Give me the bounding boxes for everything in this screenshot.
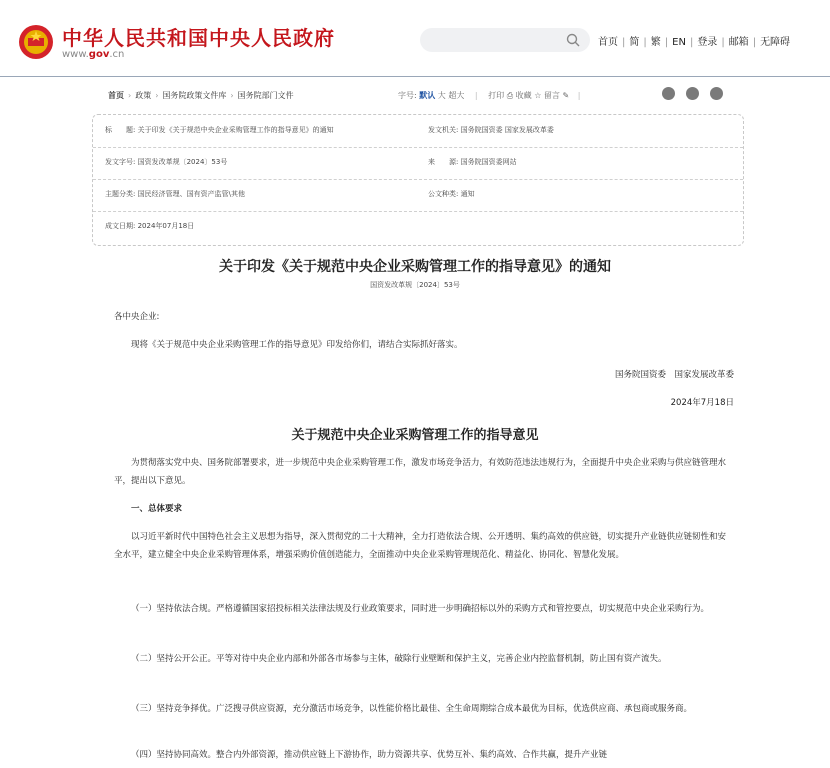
national-emblem-icon[interactable] [18,24,54,60]
print-button[interactable]: 打印 [488,91,505,100]
item-paragraph: （四）坚持协同高效。整合内外部资源，推动供应链上下游协作，助力资源共享、优势互补、集约高效、合作共赢，提升产业链 [131,750,608,760]
item-paragraph: （三）坚持竞争择优。广泛搜寻供应资源，充分激活市场竞争，以性能价格比最佳、全生命周期综合成本最优为目标，优选供应商、承包商或服务商。 [131,704,693,714]
meta-category-label: 主题分类: [105,190,136,198]
breadcrumb-arrow-icon: › [230,91,234,100]
notice-body: 现将《关于规范中央企业采购管理工作的指导意见》印发给你们，请结合实际抓好落实。 [131,340,463,350]
meta-date-label: 成文日期: [105,222,136,230]
intro-paragraph: 为贯彻落实党中央、国务院部署要求，进一步规范中央企业采购管理工作，激发市场竞争活力，有效防范违法违规行为，全面提升中央企业采购与供应链管理水平，提出以下意见。 [114,458,727,486]
meta-docno-value: 国资发改革规〔2024〕53号 [137,158,228,166]
pencil-icon[interactable]: ✎ [562,91,570,100]
nav-simplified[interactable]: 简 [629,37,640,48]
nav-separator: | [721,37,725,48]
meta-type-value: 通知 [460,190,475,198]
salutation: 各中央企业: [114,312,160,322]
meta-source-label: 来 源: [428,158,459,166]
meta-divider [93,211,743,212]
site-url-suffix: .cn [109,49,125,60]
breadcrumb-policy-library[interactable]: 国务院政策文件库 [162,91,227,100]
meta-category-value: 国民经济管理、国有资产监管\其他 [137,190,245,198]
nav-english[interactable]: EN [672,37,686,48]
meta-row-category [105,189,735,203]
font-size-default[interactable]: 默认 [419,91,436,100]
meta-title-label: 标 题: [105,126,136,134]
favorite-button[interactable]: 收藏 [515,91,532,100]
meta-issuer [428,125,554,135]
meta-issuer-label: 发文机关: [428,126,459,134]
breadcrumb-home[interactable]: 首页 [108,91,124,100]
meta-row-title [105,125,735,139]
nav-separator: | [689,37,694,48]
font-size-label: 字号: [398,91,417,100]
item-paragraph: （二）坚持公开公正。平等对待中央企业内部和外部各市场参与主体，破除行业壁断和保护主义，完善企业内控监督机制，防止国有资产流失。 [131,654,667,664]
meta-type [428,189,475,199]
meta-issuer-value: 国务院国资委 国家发展改革委 [460,126,554,134]
qzone-share-icon[interactable] [710,87,723,100]
search-input[interactable] [420,28,590,52]
nav-traditional[interactable]: 繁 [650,37,661,48]
site-url[interactable] [62,49,124,60]
document-metadata [92,114,744,246]
meta-type-label: 公文种类: [428,190,459,198]
star-icon[interactable]: ☆ [534,91,542,100]
meta-source-value: 国务院国资委网站 [460,158,517,166]
meta-row-date [105,221,735,235]
nav-accessibility[interactable]: 无障碍 [760,37,791,48]
document-date: 2024年7月18日 [670,398,734,408]
font-size-large[interactable]: 大 [437,91,446,100]
meta-row-docno [105,157,735,171]
item-paragraph: （一）坚持依法合规。严格遵循国家招投标相关法律法规及行业政策要求，同时进一步明确招标以外的采购方式和管控要点，切实规范中央企业采购行为。 [131,604,710,614]
site-title[interactable]: 中华人民共和国中央人民政府 [62,26,335,50]
meta-divider [93,147,743,148]
tools-separator: | [577,91,581,100]
breadcrumb-arrow-icon: › [128,91,132,100]
site-url-domain: gov [88,49,110,60]
reading-tools [398,90,586,101]
document-number: 国资发改革规〔2024〕53号 [370,281,460,289]
meta-title-value: 关于印发《关于规范中央企业采购管理工作的指导意见》的通知 [137,126,334,134]
print-icon[interactable]: ⎙ [506,91,514,100]
nav-separator: | [622,37,626,48]
site-url-prefix: www. [62,49,89,60]
breadcrumb-policy[interactable]: 政策 [135,91,152,100]
search-icon[interactable] [566,33,580,47]
meta-docno-label: 发文字号: [105,158,136,166]
meta-source [428,157,517,167]
tools-separator: | [474,91,478,100]
meta-date-value: 2024年07月18日 [137,222,195,230]
section-paragraph: 以习近平新时代中国特色社会主义思想为指导，深入贯彻党的二十大精神，全力打造依法合规、公开透明、集约高效的供应链，切实提升产业链供应链韧性和安全水平，建立健全中央企业采购管理体系，增强采购价值创造能力，全面推动中央企业采购管理规范化、精益化、协同化、智慧化发展。 [114,532,727,560]
top-navigation [598,33,790,48]
weibo-share-icon[interactable] [686,87,699,100]
nav-separator: | [664,37,669,48]
document-title: 关于印发《关于规范中央企业采购管理工作的指导意见》的通知 [219,259,611,275]
nav-separator: | [643,37,647,48]
section-heading: 一、总体要求 [131,504,183,514]
comment-button[interactable]: 留言 [543,91,560,100]
wechat-share-icon[interactable] [662,87,675,100]
site-header [0,0,830,77]
nav-mail[interactable]: 邮箱 [728,37,749,48]
opinion-title: 关于规范中央企业采购管理工作的指导意见 [291,428,539,443]
meta-divider [93,179,743,180]
breadcrumb-arrow-icon: › [155,91,159,100]
nav-home[interactable]: 首页 [598,37,618,48]
font-size-xlarge[interactable]: 超大 [448,91,465,100]
breadcrumb-department-files[interactable]: 国务院部门文件 [237,91,294,100]
nav-separator: | [752,37,757,48]
nav-login[interactable]: 登录 [697,37,718,48]
signers: 国务院国资委 国家发展改革委 [614,370,734,380]
